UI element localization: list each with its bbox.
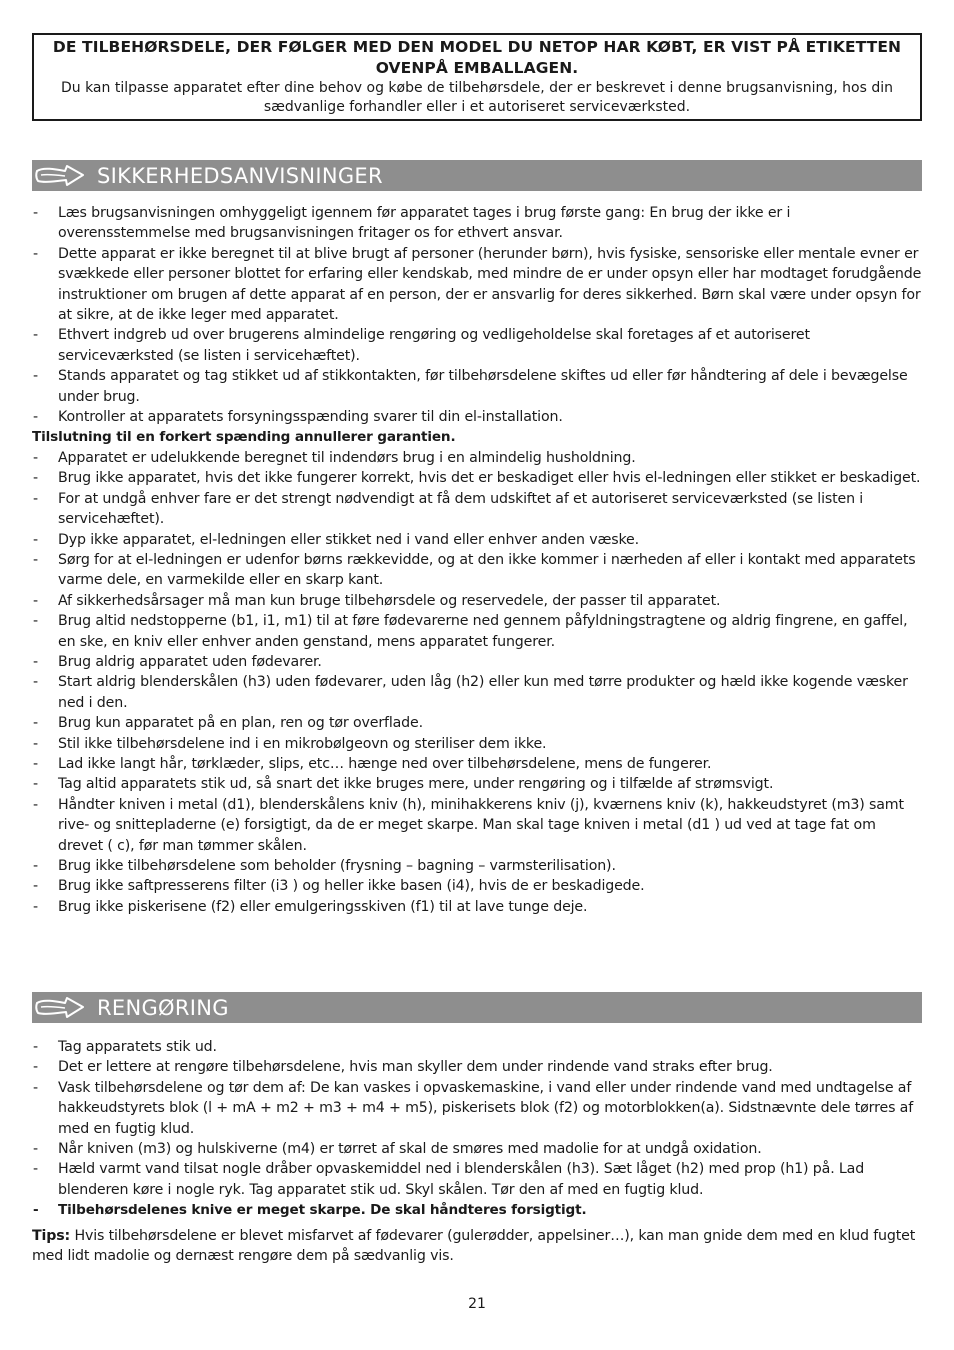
list-item: - Apparatet er udelukkende beregnet til indendørs brug i en almindelig husholdning. <box>32 448 922 468</box>
list-item: - Brug ikke piskerisene (f2) eller emulgeringsskiven (f1) til at lave tunge deje. <box>32 897 922 917</box>
notice-title: DE TILBEHØRSDELE, DER FØLGER MED DEN MODEL DU NETOP HAR KØBT, ER VIST PÅ ETIKETTEN OVENPÅ EMBALLAGEN. <box>52 38 902 77</box>
accessories-notice-box <box>32 33 922 121</box>
cleaning-section-header <box>32 992 922 1023</box>
list-item: - Det er lettere at rengøre tilbehørsdelene, hvis man skyller dem under rindende vand straks efter brug. <box>32 1057 922 1077</box>
tips-label: Tips: <box>32 1228 71 1244</box>
section-title-safety: SIKKERHEDSANVISNINGER <box>97 163 383 188</box>
list-item: - Tilbehørsdelenes knive er meget skarpe. De skal håndteres forsigtigt. <box>32 1200 922 1220</box>
cleaning-list <box>32 1037 922 1221</box>
notice-body: Du kan tilpasse apparatet efter dine behov og købe de tilbehørsdele, der er beskrevet i denne brugsanvisning, hos din sædvanlige forhandler eller i et autoriseret serviceværksted. <box>60 80 894 115</box>
list-item: - Ethvert indgreb ud over brugerens almindelige rengøring og vedligeholdelse skal foretages af et autoriseret serviceværksted (se listen i servicehæftet). <box>32 325 922 366</box>
list-item: - Brug ikke tilbehørsdelene som beholder (frysning – bagning – varmsterilisation). <box>32 856 922 876</box>
list-item: - Kontroller at apparatets forsyningsspænding svarer til din el-installation. <box>32 407 922 427</box>
list-item: - Stands apparatet og tag stikket ud af stikkontakten, før tilbehørsdelene skiftes ud eller før håndtering af dele i bevægelse under brug. <box>32 366 922 407</box>
page <box>32 33 922 1264</box>
list-item: - Dyp ikke apparatet, el-ledningen eller stikket ned i vand eller enhver anden væske. <box>32 530 922 550</box>
safety-section-header <box>32 160 922 191</box>
list-item: - Sørg for at el-ledningen er udenfor børns rækkevidde, og at den ikke kommer i nærheden af eller i kontakt med apparatets varme dele, en varmekilde eller en skarp kant. <box>32 550 922 591</box>
safety-list <box>32 203 922 917</box>
list-item: - Brug kun apparatet på en plan, ren og tør overflade. <box>32 713 922 733</box>
list-item: - Brug aldrig apparatet uden fødevarer. <box>32 652 922 672</box>
list-item: - For at undgå enhver fare er det strengt nødvendigt at få dem udskiftet af et autoriseret serviceværksted (se listen i servicehæftet). <box>32 489 922 530</box>
list-item: Tilslutning til en forkert spænding annullerer garantien. <box>32 429 456 446</box>
page-number: 21 <box>468 1296 486 1312</box>
list-item: - Dette apparat er ikke beregnet til at blive brugt af personer (herunder børn), hvis fysiske, sensoriske eller mentale evner er svækkede eller personer blottet for erfaring eller kendskab, med mindre de er under opsyn eller har modtaget forudgående instruktioner om brugen af dette apparat af en person, der er ansvarlig for deres sikkerhed. Børn skal være under opsyn for at sikre, at de ikke leger med apparatet. <box>32 244 922 326</box>
list-item: - Lad ikke langt hår, tørklæder, slips, etc… hænge ned over tilbehørsdelene, mens de fungerer. <box>32 754 922 774</box>
section-title-cleaning: RENGØRING <box>97 995 229 1020</box>
list-item: - Vask tilbehørsdelene og tør dem af: De kan vaskes i opvaskemaskine, i vand eller under rindende vand med undtagelse af hakkeudstyrets blok (l + mA + m2 + m3 + m4 + m5), piskerisets blok (f2) og motorblokken(a). Sidstnævnte dele tørres af med en fugtig klud. <box>32 1078 922 1139</box>
list-item: - Håndter kniven i metal (d1), blenderskålens kniv (h), minihakkerens kniv (j), kværnens kniv (k), hakkeudstyret (m3) samt rive- og snittepladerne (e) forsigtigt, da de er meget skarpe. Man skal tage kniven i metal (d1 ) ud ved at tage fat om drevet ( c), før man tømmer skålen. <box>32 795 922 856</box>
list-item: - Brug altid nedstopperne (b1, i1, m1) til at føre fødevarerne ned gennem påfyldningstragtene og aldrig fingrene, en gaffel, en ske, en kniv eller enhver anden genstand, mens apparatet fungerer. <box>32 611 922 652</box>
list-item: - Tag apparatets stik ud. <box>32 1037 922 1057</box>
list-item: - Af sikkerhedsårsager må man kun bruge tilbehørsdele og reservedele, der passer til apparatet. <box>32 591 922 611</box>
hand-arrow-icon <box>35 163 87 189</box>
list-item: - Tag altid apparatets stik ud, så snart det ikke bruges mere, under rengøring og i tilfælde af strømsvigt. <box>32 774 922 794</box>
list-item: - Når kniven (m3) og hulskiverne (m4) er tørret af skal de smøres med madolie for at undgå oxidation. <box>32 1139 922 1159</box>
list-item: - Start aldrig blenderskålen (h3) uden fødevarer, uden låg (h2) eller kun med tørre produkter og hæld ikke kogende væsker ned i den. <box>32 672 922 713</box>
list-item: - Hæld varmt vand tilsat nogle dråber opvaskemiddel ned i blenderskålen (h3). Sæt låget (h2) med prop (h1) på. Lad blenderen køre i nogle ryk. Tag apparatet stik ud. Skyl skålen. Tør den af med en fugtig klud. <box>32 1159 922 1200</box>
tips-paragraph <box>32 1226 922 1266</box>
tips-text: Hvis tilbehørsdelene er blevet misfarvet af fødevarer (gulerødder, appelsiner…), kan man gnide dem med en klud fugtet med lidt madolie og dernæst rengøre dem på sædvanlig vis. <box>32 1228 916 1264</box>
hand-arrow-icon <box>35 995 87 1021</box>
list-item: - Brug ikke saftpresserens filter (i3 ) og heller ikke basen (i4), hvis de er beskadigede. <box>32 876 922 896</box>
list-item: - Læs brugsanvisningen omhyggeligt igennem før apparatet tages i brug første gang: En brug der ikke er i overensstemmelse med brugsanvisningen fritager os for ethvert ansvar. <box>32 203 922 244</box>
list-item: - Brug ikke apparatet, hvis det ikke fungerer korrekt, hvis det er beskadiget eller hvis el-ledningen eller stikket er beskadiget. <box>32 468 922 488</box>
list-item: - Stil ikke tilbehørsdelene ind i en mikrobølgeovn og steriliser dem ikke. <box>32 734 922 754</box>
